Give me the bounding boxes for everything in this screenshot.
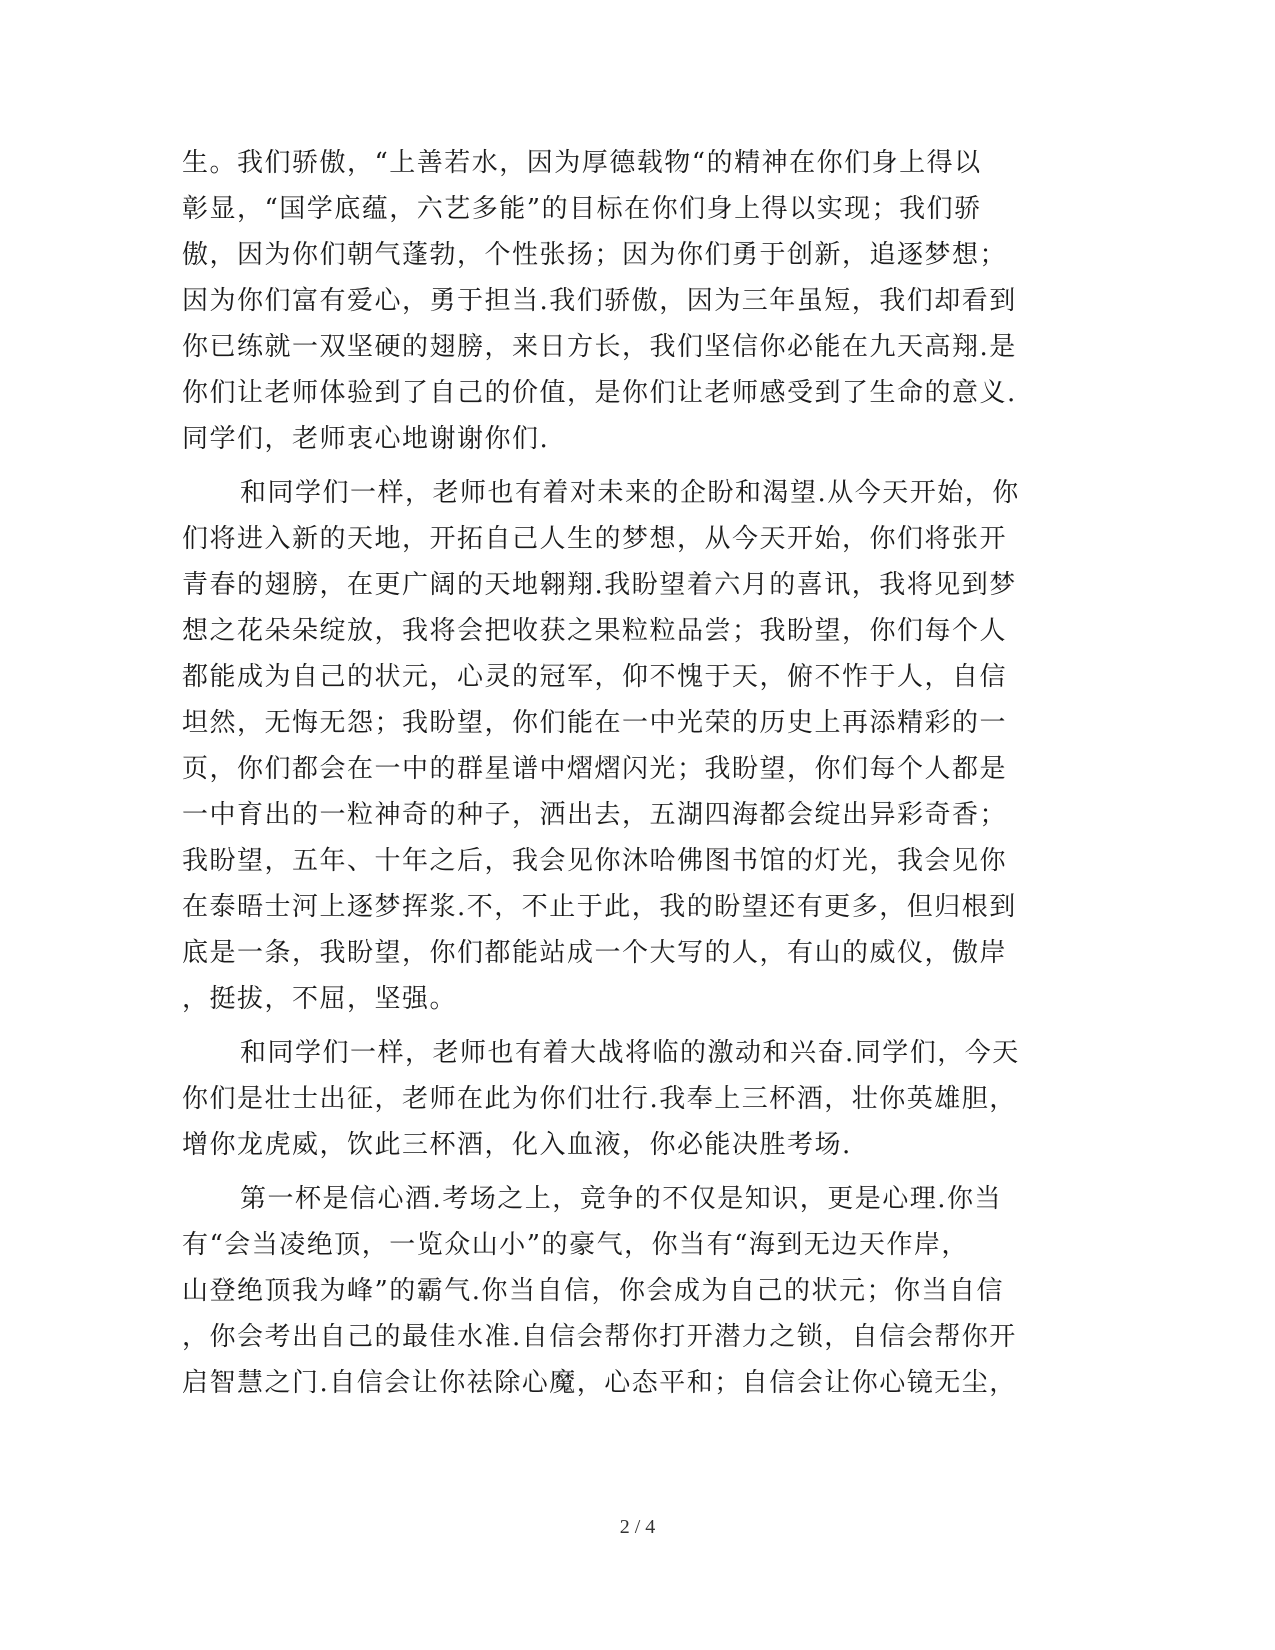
text-line: ，你会考出自己的最佳水准.自信会帮你打开潜力之锁，自信会帮你开 (182, 1322, 1017, 1352)
text-line: 在泰晤士河上逐梦挥浆.不，不止于此，我的盼望还有更多，但归根到 (182, 892, 1017, 922)
text-line: 们将进入新的天地，开拓自己人生的梦想，从今天开始，你们将张开 (182, 524, 1008, 554)
text-line: 我盼望，五年、十年之后，我会见你沐哈佛图书馆的灯光，我会见你 (182, 846, 1008, 876)
text-line: 和同学们一样，老师也有着对未来的企盼和渴望.从今天开始，你 (240, 478, 1020, 508)
text-line: 因为你们富有爱心，勇于担当.我们骄傲，因为三年虽短，我们却看到 (182, 286, 1017, 316)
text-line: 你们是壮士出征，老师在此为你们壮行.我奉上三杯酒，壮你英雄胆， (182, 1084, 1017, 1114)
text-line: 同学们，老师衷心地谢谢你们. (182, 424, 550, 454)
text-line: 生。我们骄傲，“上善若水，因为厚德载物“的精神在你们身上得以 (182, 148, 982, 178)
text-line: 青春的翅膀，在更广阔的天地翱翔.我盼望着六月的喜讯，我将见到梦 (182, 570, 1017, 600)
text-line: ，挺拔，不屈，坚强。 (182, 984, 458, 1014)
text-line: 想之花朵朵绽放，我将会把收获之果粒粒品尝；我盼望，你们每个人 (182, 616, 1008, 646)
paragraph-1 (182, 140, 1062, 462)
text-line: 增你龙虎威，饮此三杯酒，化入血液，你必能决胜考场. (182, 1130, 852, 1160)
text-line: 你们让老师体验到了自己的价值，是你们让老师感受到了生命的意义. (182, 378, 1017, 408)
text-line: 页，你们都会在一中的群星谱中熠熠闪光；我盼望，你们每个人都是 (182, 754, 1008, 784)
page-number: 2 / 4 (619, 1516, 656, 1538)
paragraph-2 (182, 470, 1062, 1022)
text-line: 你已练就一双坚硬的翅膀，来日方长，我们坚信你必能在九天高翔.是 (182, 332, 1017, 362)
paragraph-4 (182, 1176, 1062, 1406)
text-line: 彰显，“国学底蕴，六艺多能”的目标在你们身上得以实现；我们骄 (182, 194, 982, 224)
text-line: 山登绝顶我为峰”的霸气.你当自信，你会成为自己的状元；你当自信 (182, 1276, 1005, 1306)
text-line: 都能成为自己的状元，心灵的冠军，仰不愧于天，俯不怍于人，自信 (182, 662, 1008, 692)
text-line: 有“会当凌绝顶，一览众山小”的豪气，你当有“海到无边天作岸， (182, 1230, 969, 1260)
text-line: 底是一条，我盼望，你们都能站成一个大写的人，有山的威仪，傲岸 (182, 938, 1008, 968)
text-line: 启智慧之门.自信会让你祛除心魔，心态平和；自信会让你心镜无尘， (182, 1368, 1017, 1398)
text-line: 傲，因为你们朝气蓬勃，个性张扬；因为你们勇于创新，追逐梦想； (182, 240, 1008, 270)
text-line: 一中育出的一粒神奇的种子，洒出去，五湖四海都会绽出异彩奇香； (182, 800, 1008, 830)
text-line: 坦然，无悔无怨；我盼望，你们能在一中光荣的历史上再添精彩的一 (182, 708, 1008, 738)
document-body (182, 140, 1062, 1406)
text-line: 和同学们一样，老师也有着大战将临的激动和兴奋.同学们，今天 (240, 1038, 1020, 1068)
text-line: 第一杯是信心酒.考场之上，竞争的不仅是知识，更是心理.你当 (240, 1184, 1003, 1214)
paragraph-3 (182, 1030, 1062, 1168)
